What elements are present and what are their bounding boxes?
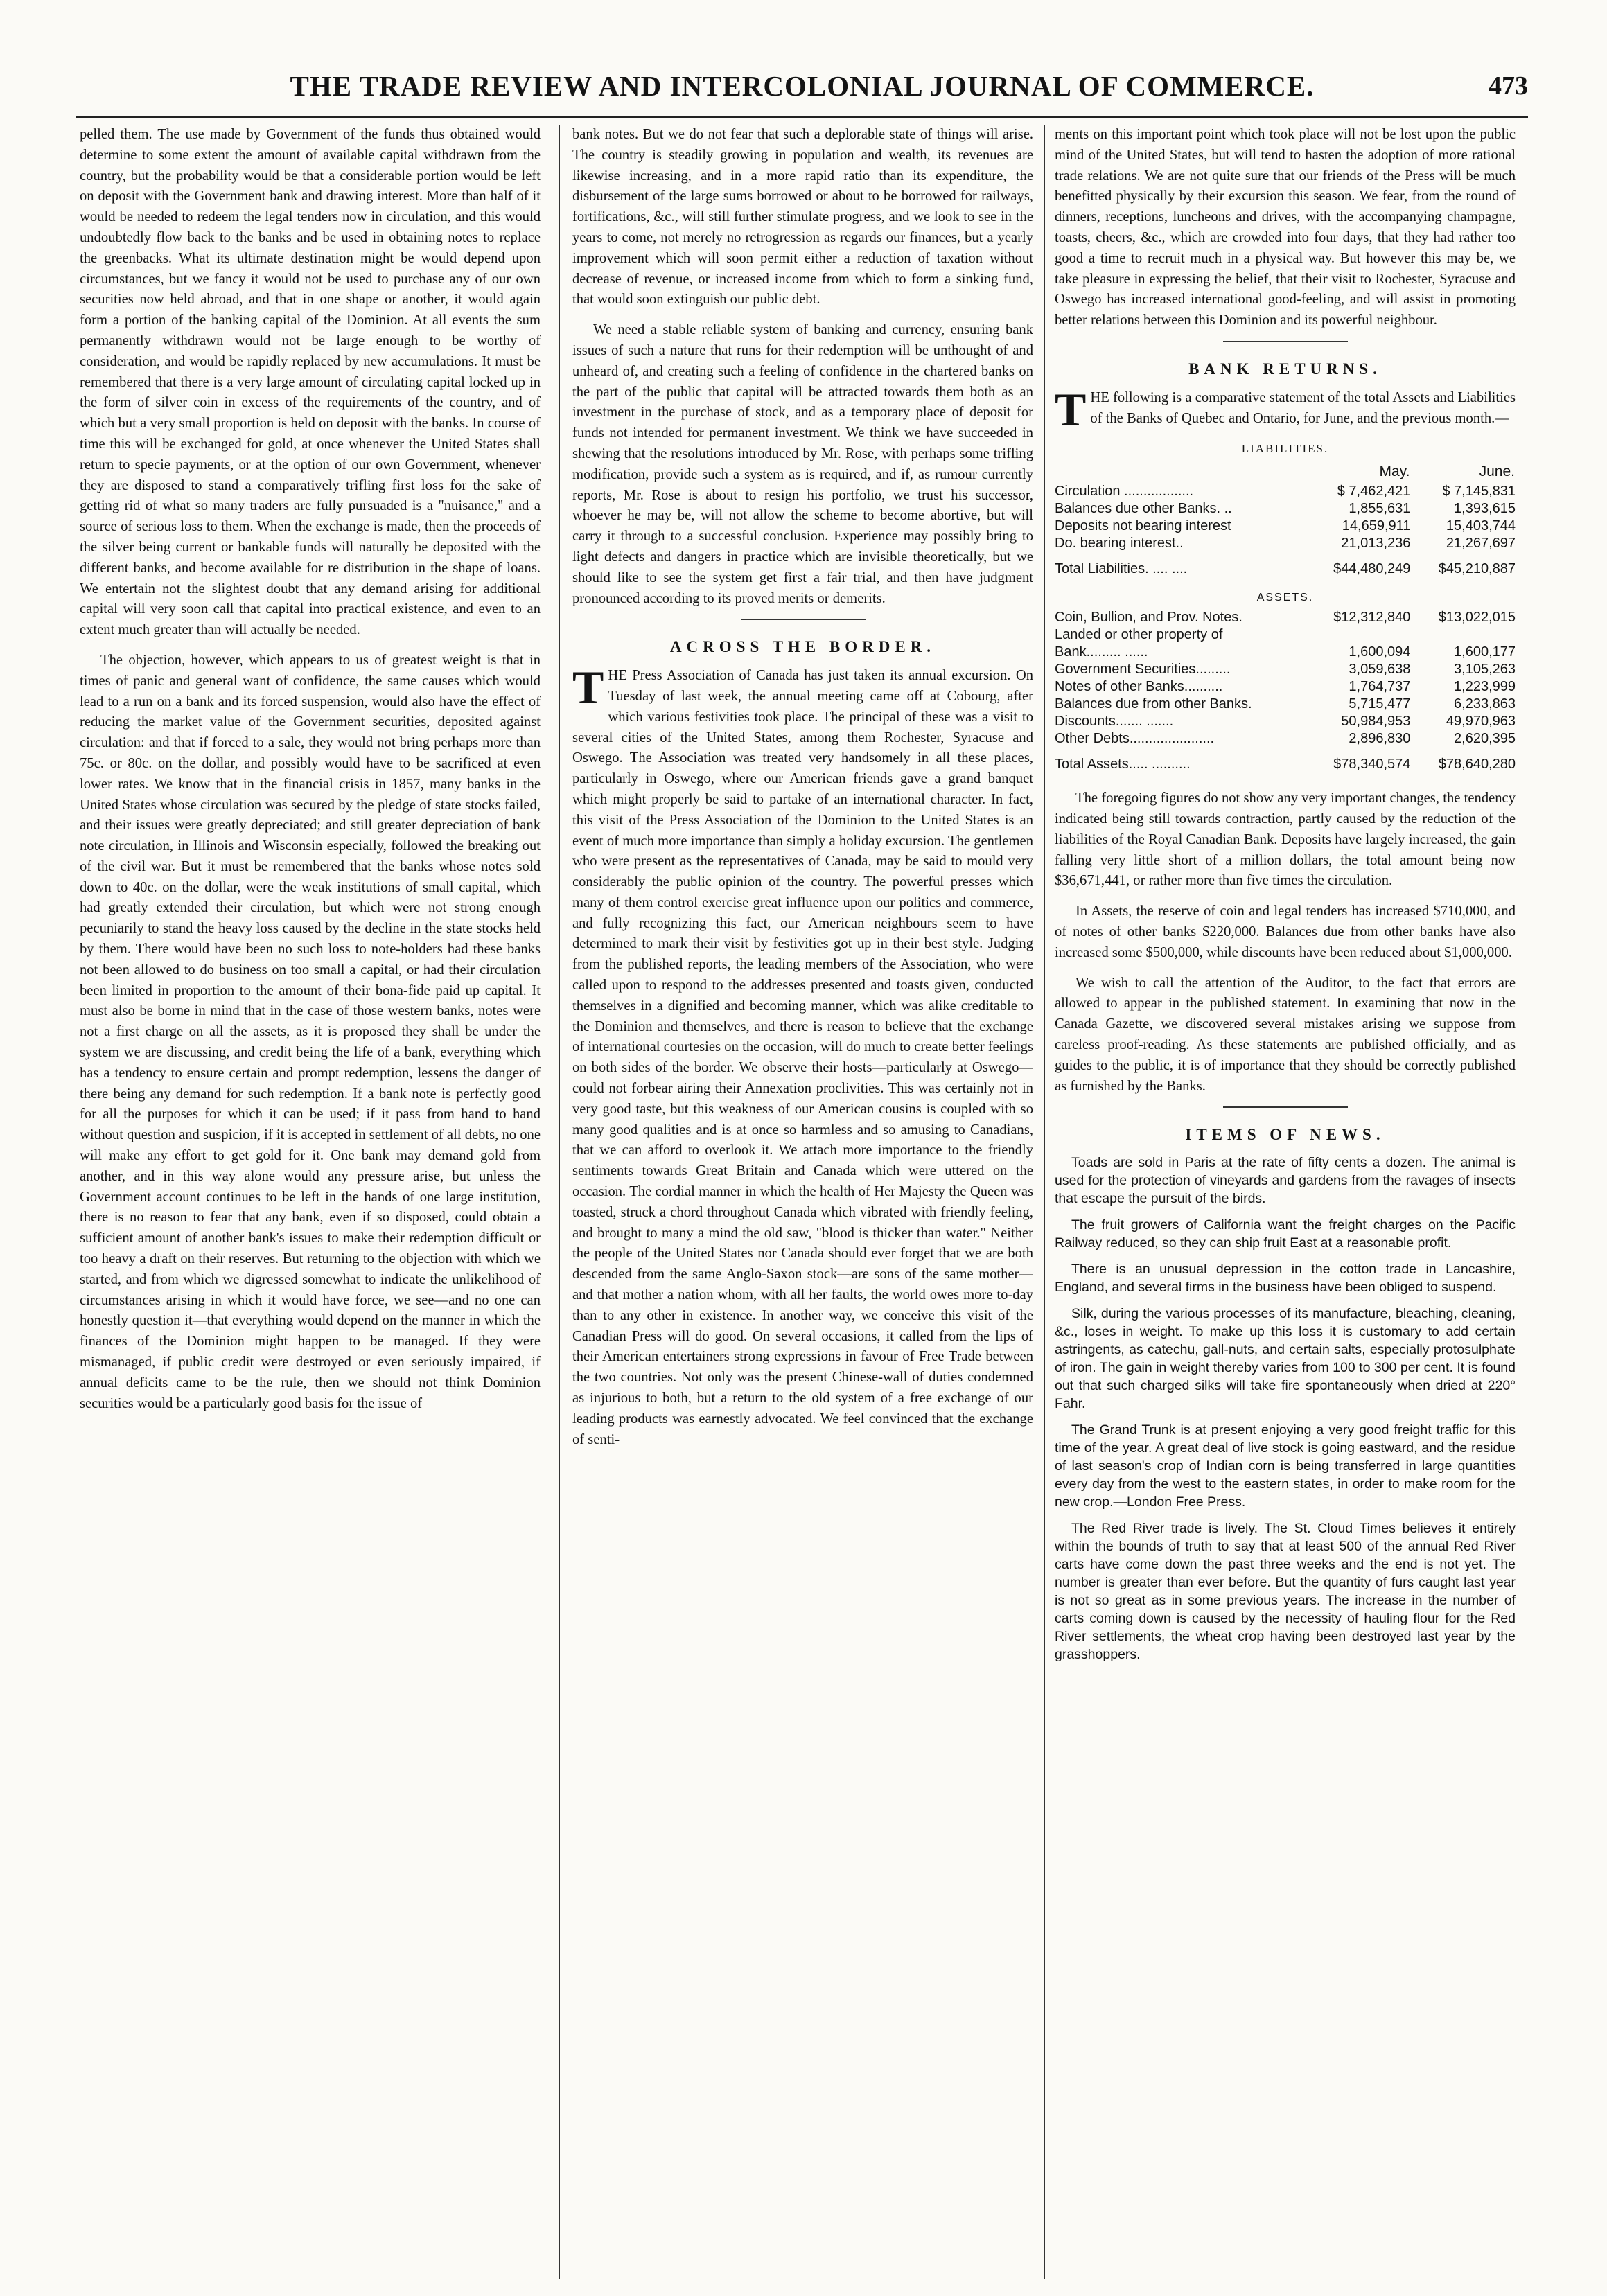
table-cell-june: 3,105,263 — [1454, 662, 1516, 678]
table-cell-june: $ 7,145,831 — [1442, 484, 1516, 500]
table-cell-may — [1306, 626, 1411, 644]
assets-heading: ASSETS. — [1256, 592, 1314, 604]
section-title-bank-returns: BANK RETURNS. — [1188, 360, 1382, 378]
table-row — [1055, 626, 1516, 644]
article-body — [572, 661, 1033, 1450]
table-cell-label: Circulation .................. — [1055, 484, 1194, 500]
table-cell-june: $13,022,015 — [1438, 610, 1516, 626]
table-cell-label: Balances due from other Banks. — [1055, 696, 1252, 712]
section-rule — [1223, 1106, 1348, 1108]
news-item: There is an unusual depression in the cotton trade in Lancashire, England, and several firms in the business have been obliged to suspend. — [1055, 1262, 1516, 1296]
table-cell-may: 14,659,911 — [1342, 518, 1411, 534]
table-cell-label: Landed or other property of — [1055, 627, 1223, 643]
journal-title: THE TRADE REVIEW AND INTERCOLONIAL JOURNAL OF COMMERCE. — [290, 70, 1315, 102]
table-cell-june: 2,620,395 — [1454, 731, 1516, 747]
table-row — [1055, 696, 1516, 713]
table-row — [1055, 518, 1516, 535]
table-cell-june: 15,403,744 — [1446, 518, 1516, 534]
column-2 — [572, 125, 1033, 2283]
paragraph: The objection, however, which appears to us of greatest weight is that in times of panic and general want of confidence, the same causes which would lead to a run on a bank and its forced suspension, would also have the effect of reducing the market value of the Government securities, deposited against circulation: and that if forced to a sale, they would not bring perhaps more than 75c. or 80c. on the dollar, and possibly would have to be sacrificed at even lower rates. We know that in the financial crisis in 1857, many banks in the United States whose circulation was secured by the pledge of state stocks failed, and their issues were greatly depreciated; and still greater depreciation of bank note circulation, in Illinois and Wisconsin especially, followed the breaking out of the civil war. But it must be remembered that the banks whose notes sold down to 40c. on the dollar, were the weak institutions of small capital, which had greatly extended their circulation, but which were not strong enough pecuniarily to stand the heavy loss caused by the decline in the state stocks held by them. There would have been no such loss to note-holders had these banks not been allowed to do business on too small a capital, or had their circulation been limited in proportion to the amount of their bona-fide paid up capital. It must also be borne in mind that in the case of those western banks, notes were not a first charge on all the assets, as it is proposed they shall be under the system we are discussing, and credit being the life of a bank, everything which has a tendency to ensure certain and prompt redemption, lessens the danger of there being any demand for such redemption. If a bank note is perfectly good for all the purposes for which it can be used; if it pass from hand to hand without question and suspicion, if it is accepted in settlement of all debts, no one will make any effort to get gold for it. One bank may demand gold from another, and in this way alone would any pressure arise, but unless the Government account continues to be left in the hands of one large institution, there is no reason to fear that any bank, even if so disposed, could obtain a sufficient amount of another bank's issues to make their redemption difficult or too heavy a draft on their reserves. But returning to the objection with which we started, and from which we digressed somewhat to indicate the unlikelihood of circumstances arising in which it would have force, we see—and no one can honestly question it—that everything would depend on the manner in which the finances of the Dominion might happen to be managed. If they were mismanaged, if public credit were destroyed or even seriously impaired, if annual deficits came to be the rule, then we should not think Dominion securities would be a particularly good basis for the issue of — [80, 652, 541, 1411]
section-title-across-the-border: ACROSS THE BORDER. — [669, 638, 936, 656]
news-item: The fruit growers of California want the freight charges on the Pacific Railway reduced, so they can ship fruit East at a reasonable profit. — [1055, 1217, 1516, 1251]
table-cell-label: Do. bearing interest.. — [1055, 536, 1184, 551]
bank-returns-table — [1055, 462, 1516, 781]
table-cell: Total Assets..... .......... — [1055, 757, 1191, 772]
table-cell-label: Other Debts...................... — [1055, 731, 1215, 747]
table-cell-may: 1,764,737 — [1349, 679, 1411, 695]
table-row — [1055, 730, 1516, 748]
news-item: Toads are sold in Paris at the rate of fifty cents a dozen. The animal is used for the protection of vineyards and gardens from the ravages of insects that escape the pursuit of the birds. — [1055, 1155, 1516, 1207]
col-may: May. — [1379, 463, 1410, 480]
table-cell-june: 49,970,963 — [1446, 714, 1516, 730]
section-title-items-of-news: ITEMS OF NEWS. — [1185, 1126, 1385, 1144]
intro-text: HE following is a comparative statement of the total Assets and Liabilities of the Banks of Quebec and Ontario, for June, and the previous month.— — [1090, 389, 1516, 426]
table-cell: $45,210,887 — [1438, 561, 1516, 577]
table-cell-may: 1,600,094 — [1349, 644, 1411, 660]
bank-returns-intro — [1055, 382, 1516, 436]
section-rule — [1223, 341, 1348, 342]
table-cell: Total Liabilities. .... .... — [1055, 561, 1188, 577]
table-cell-may: $ 7,462,421 — [1337, 484, 1411, 500]
paragraph: In Assets, the reserve of coin and legal tenders has increased $710,000, and of notes of other banks $220,000. Balances due from other banks have also increased some $500,000, while discounts have been reduced about $1,000,000. — [1055, 903, 1516, 960]
table-cell-label: Deposits not bearing interest — [1055, 518, 1231, 534]
table-cell-june: 21,267,697 — [1446, 536, 1516, 551]
table-row — [1055, 483, 1516, 500]
table-cell-june — [1410, 626, 1516, 644]
news-item: Silk, during the various processes of its manufacture, bleaching, cleaning, &c., loses in weight. To make up this loss it is customary to add certain astringents, as catechu, gall-nuts, and certain salts, especially protosulphate of iron. The gain in weight thereby varies from 100 to 300 per cent. It is found out that such charged silks will take fire spontaneously when dried at 220° Fahr. — [1055, 1306, 1516, 1412]
table-cell-label: Notes of other Banks.......... — [1055, 679, 1223, 695]
table-row — [1055, 644, 1516, 661]
header-rule — [76, 116, 1528, 118]
column-3 — [1055, 125, 1516, 2283]
table-cell-may: 2,896,830 — [1349, 731, 1411, 747]
page-header — [76, 67, 1528, 108]
table-row — [1055, 535, 1516, 552]
table-row — [1055, 609, 1516, 626]
table-cell-may: 21,013,236 — [1341, 536, 1411, 551]
table-cell-label: Government Securities......... — [1055, 662, 1231, 678]
column-divider — [1044, 125, 1045, 2279]
news-item: The Grand Trunk is at present enjoying a very good freight traffic for this time of the year. A great deal of live stock is going eastward, and the residue of last season's crop of Indian corn is being transferred in large quantities every day from the west to the eastern states, in order to make room for the new crop.—London Free Press. — [1055, 1422, 1516, 1510]
paragraph: ments on this important point which took place will not be lost upon the public mind of the United States, but will tend to hasten the adoption of more rational trade relations. We are not quite sure that our friends of the Press will be much benefitted physically by their excursion this season. We fear, from the round of dinners, receptions, luncheons and drives, with the accompanying champagne, toasts, cheers, &c., which are crowded into four days, that they had rather too good a time to recruit much in a physical way. But however this may be, we take pleasure in expressing the belief, that their visit to Rochester, Syracuse and Oswego has increased international good-feeling, and will assist in promoting better relations between this Dominion and its powerful neighbour. — [1055, 127, 1516, 328]
table-row — [1055, 713, 1516, 730]
table-row — [1055, 500, 1516, 518]
table-cell-june: 1,393,615 — [1454, 501, 1516, 517]
table-cell-may: 3,059,638 — [1349, 662, 1411, 678]
drop-cap: T — [1055, 382, 1087, 436]
table-cell: $78,640,280 — [1438, 757, 1516, 772]
column-1 — [80, 125, 541, 2283]
paragraph: bank notes. But we do not fear that such a deplorable state of things will arise. The country is steadily growing in population and wealth, its revenues are likewise increasing, and in a more rapid ratio than its expenditure, the disbursement of the large sums borrowed or about to be borrowed for railways, fortifications, &c., will still further stimulate progress, and we look to see in the years to come, not merely no retrogression as regards our finances, but a yearly improvement which will soon permit either a reduction of taxation without decrease of revenue, or increased income from which to form a sinking fund, that would soon extinguish our public debt. — [572, 127, 1033, 308]
table-cell-june: 1,223,999 — [1454, 679, 1516, 695]
table-cell: $44,480,249 — [1333, 561, 1411, 577]
table-row-total-assets — [1055, 748, 1516, 781]
table-cell-may: 1,855,631 — [1349, 501, 1411, 517]
table-cell-june: 1,600,177 — [1454, 644, 1516, 660]
news-item: The Red River trade is lively. The St. Cloud Times believes it entirely within the bounds of truth to say that at least 500 of the annual Red River carts have come down the past three weeks and the end is not yet. The number is greater than ever before. But the quantity of furs caught last year is not so great as in some previous years. The increase in the number of carts coming down is caused by the necessity of hauling flour for the Red River settlements, the wheat crop having been destroyed last year by the grasshoppers. — [1055, 1521, 1516, 1663]
table-row-total-liabilities — [1055, 552, 1516, 586]
table-cell-may: 5,715,477 — [1349, 696, 1411, 712]
table-row — [1055, 678, 1516, 696]
table-row — [1055, 661, 1516, 678]
table-cell-label: Bank......... ...... — [1055, 644, 1148, 660]
table-cell-june: 6,233,863 — [1454, 696, 1516, 712]
drop-cap: T — [572, 661, 604, 714]
paragraph: We wish to call the attention of the Auditor, to the fact that errors are allowed to appear in the published statement. In examining that now in the Canada Gazette, we discovered several mistakes arising we suppose from careless proof-reading. As these statements are published officially, and as guides to the public, it is of importance that they should be correctly published as furnished by the Banks. — [1055, 975, 1516, 1094]
table-cell-label: Discounts....... ....... — [1055, 714, 1174, 730]
paragraph: We need a stable reliable system of banking and currency, ensuring bank issues of such a nature that runs for their redemption will be unthought of and unheard of, and creating such a feeling of confidence in the chartered banks on the part of the public that capital will be attracted towards them both as an investment in the purchase of stock, and as a temporary place of deposit for funds not intended for permanent investment. We think we have succeeded in shewing that the resolutions introduced by Mr. Rose, with perhaps some trifling modification, provide such a system as is required, and if, as rumour currently reports, Mr. Rose is about to resign his portfolio, we trust his successor, whoever he may be, will not allow the scheme to become abortive, but will carry it through to a successful conclusion. Experience may possibly bring to light defects and dangers in practice which are invisible theoretically, but we should like to see the system get first a fair trial, and then have judgment pronounced according to its proved merits or demerits. — [572, 322, 1033, 606]
col-june: June. — [1479, 463, 1515, 480]
table-cell: $78,340,574 — [1333, 757, 1411, 772]
news-items — [1055, 1154, 1516, 1663]
table-cell-may: $12,312,840 — [1333, 610, 1411, 626]
article-text: HE Press Association of Canada has just taken its annual excursion. On Tuesday of last week, the annual meeting came off at Cobourg, after which various festivities took place. The principal of these was a visit to several cities of the United States, among them Rochester, Syracuse and Oswego. The Association was treated very handsomely in all these places, particularly in Oswego, where our American friends gave a grand banquet which might properly be said to partake of an international character. In fact, this visit of the Press Association of the Dominion to the United States is an event of much more importance than simply a holiday excursion. The gentlemen who were present as the representatives of Canada, may be said to mould very considerably the public opinion of the country. The powerful presses which many of them control exercise great influence upon our politics and commerce, and fully recognizing this fact, our American neighbours seem to have determined to mark their visit by festivities got up in their best style. Judging from the published reports, the leading members of the Association, who were called upon to respond to the addresses presented and toasts given, conducted themselves in a dignified and becoming manner, which was alike creditable to the Dominion and themselves, and there is reason to believe that the exchange of international courtesies on the occasion, will do much to create better feelings on both sides of the border. We observe their hosts—particularly at Oswego—could not forbear airing their Annexation proclivities. This was certainly not in very good taste, but this weakness of our American cousins is coupled with so many good qualities and is at once so harmless and so amusing to Canadians, that we can afford to overlook it. We attach more importance to the friendly sentiments towards Great Britain and Canada which were uttered on the occasion. The cordial manner in which the health of Her Majesty the Queen was toasted, struck a chord throughout Canada which vibrated with friendly feeling, and brought to many a mind the old saw, "blood is thicker than water." Neither the people of the United States nor Canada should ever forget that we are both descended from the same Anglo-Saxon stock—are sons of the same mother—and that mother a nation whom, with all her faults, the world owes more to-day than to any other in existence. In another way, we conceive this visit of the Canadian Press will do good. On several occasions, it called from the lips of their American entertainers strong expressions in favour of Free Trade between the two countries. Not only was the present Chinese-wall of duties condemned as injurious to both, but a return to the old system of a free exchange of our leading products was earnestly advocated. We feel convinced that the exchange of senti- — [572, 668, 1033, 1447]
paragraph: The foregoing figures do not show any very important changes, the tendency indicated being still towards contraction, partly caused by the reduction of the liabilities of the Royal Canadian Bank. Deposits have largely increased, the gain falling very little short of a million dollars, the total amount being now $36,671,441, or rather more than five times the circulation. — [1055, 791, 1516, 889]
table-cell-label: Coin, Bullion, and Prov. Notes. — [1055, 610, 1242, 626]
assets-heading-row — [1055, 586, 1516, 609]
page-number: 473 — [1489, 71, 1528, 100]
table-cell-may: 50,984,953 — [1341, 714, 1411, 730]
table-cell-label: Balances due other Banks. .. — [1055, 501, 1232, 517]
column-divider — [559, 125, 560, 2279]
section-rule — [741, 619, 866, 620]
liabilities-heading: LIABILITIES. — [1241, 442, 1329, 456]
paragraph: pelled them. The use made by Government of the funds thus obtained would determine to some extent the amount of available capital withdrawn from the country, but the probability would be that a considerable portion would be left on deposit with the Government bank and drawing interest. More than half of it would be needed to redeem the legal tenders now in circulation, and this would undoubtedly flow back to the banks and be used in obtaining notes to replace the greenbacks. What its ultimate destination might be would depend upon circumstances, but we fancy it would not be used to purchase any of our own securities now held abroad, and that in one shape or another, it would again form a portion of the banking capital of the Dominion. At all events the sum permanently withdrawn would not be large enough to be worthy of consideration, and would be rapidly replaced by new accumulations. It must be remembered that there is a very large amount of circulating capital locked up in the form of silver coin in excess of the requirements of the country, and of which but a very small proportion is held on deposit with the banks. In course of time this will be exchanged for gold, at once whenever the United States shall return to specie payments, or at the option of our own Government, whenever they are disposed to stand a comparatively trifling first loss for the sake of getting rid of what so many traders are fully pursuaded is a "nuisance," and a source of serious loss to them. When the exchange is made, then the proceeds of the silver being current or bankable funds will naturally be deposited with the different banks, and become available for re distribution in the shape of loans. We entertain not the slightest doubt that any demand arising for additional capital will very soon call that capital into practical existence, and even to an extent much greater than will actually be needed. — [80, 127, 541, 638]
